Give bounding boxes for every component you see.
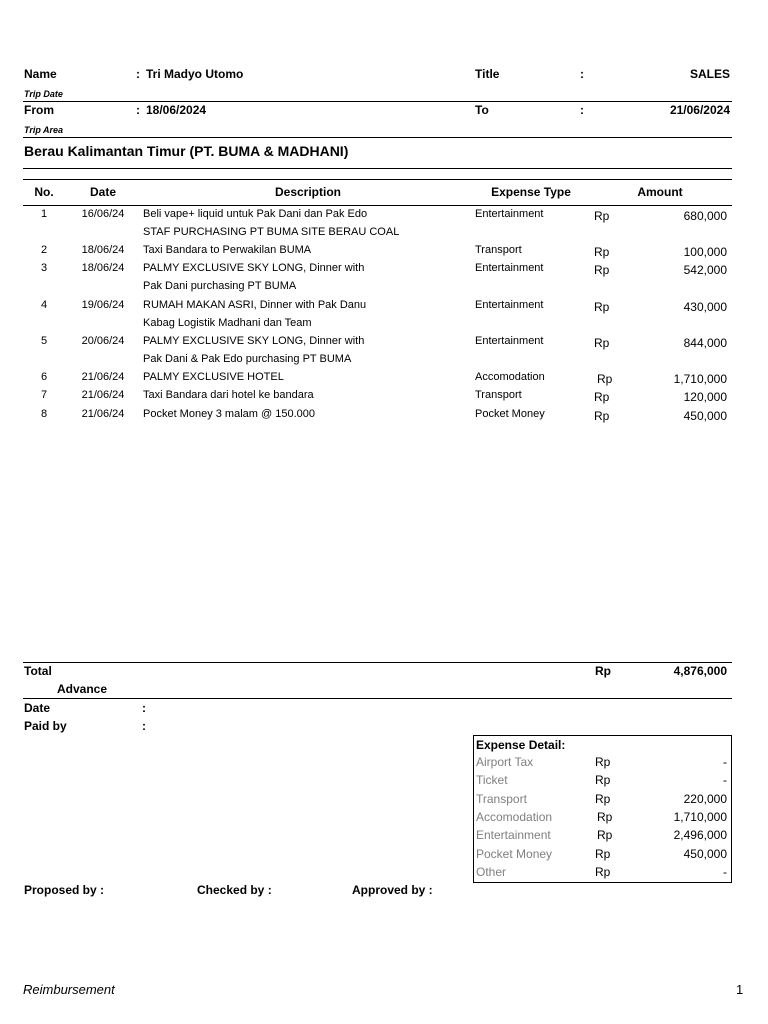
trip-area-label: Trip Area (24, 125, 64, 135)
paid-by-label: Paid by (24, 719, 67, 733)
total-top-border (23, 662, 732, 663)
cell-description: RUMAH MAKAN ASRI, Dinner with Pak Danu (143, 299, 367, 311)
cell-description-line2: STAF PURCHASING PT BUMA SITE BERAU COAL (143, 226, 400, 238)
cell-description-line2: Pak Dani purchasing PT BUMA (143, 280, 297, 292)
date-label: Date (24, 701, 51, 715)
expense-detail-label: Other (476, 864, 507, 879)
expense-detail-row (474, 828, 731, 846)
cell-description: PALMY EXCLUSIVE HOTEL (143, 371, 284, 383)
cell-no: 6 (40, 371, 48, 383)
cell-no: 2 (40, 244, 48, 256)
cell-currency: Rp (594, 209, 610, 223)
cell-description-line2: Pak Dani & Pak Edo purchasing PT BUMA (143, 353, 352, 365)
total-rp: Rp (595, 664, 611, 678)
cell-currency: Rp (594, 390, 610, 404)
cell-date: 16/06/24 (81, 208, 125, 220)
expense-detail-value: - (723, 773, 727, 788)
expense-detail-label: Transport (476, 791, 527, 806)
cell-description: PALMY EXCLUSIVE SKY LONG, Dinner with (143, 262, 365, 274)
expense-detail-label: Pocket Money (476, 846, 553, 861)
expense-detail-label: Ticket (476, 773, 508, 788)
total-value: 4,876,000 (673, 664, 727, 678)
col-header-no: No. (34, 185, 54, 199)
cell-amount: 542,000 (683, 263, 727, 277)
divider (23, 137, 732, 138)
cell-no: 8 (40, 408, 48, 420)
to-colon: : (580, 103, 584, 117)
to-value: 21/06/2024 (669, 103, 730, 117)
from-colon: : (136, 103, 140, 117)
cell-no: 1 (40, 208, 48, 220)
expense-detail-currency: Rp (595, 864, 611, 879)
col-header-description: Description (274, 185, 341, 199)
cell-amount: 120,000 (683, 390, 727, 404)
date-colon: : (142, 701, 146, 715)
expense-detail-currency: Rp (595, 755, 611, 769)
name-value: Tri Madyo Utomo (146, 67, 244, 81)
table-row (0, 408, 768, 426)
cell-amount: 680,000 (683, 209, 727, 223)
cell-amount: 450,000 (683, 409, 727, 423)
table-header-border (23, 205, 732, 206)
table-row (0, 262, 768, 292)
expense-detail-value: 1,710,000 (673, 809, 727, 824)
total-label: Total (24, 664, 52, 678)
expense-detail-row (474, 792, 731, 810)
title-colon: : (580, 67, 584, 81)
cell-expense-type: Entertainment (475, 299, 544, 311)
cell-description: Taxi Bandara dari hotel ke bandara (143, 389, 314, 401)
approved-by-label: Approved by : (352, 883, 433, 897)
cell-currency: Rp (594, 300, 610, 314)
cell-no: 4 (40, 299, 48, 311)
from-label: From (24, 103, 54, 117)
col-header-expense-type: Expense Type (491, 185, 571, 199)
cell-date: 19/06/24 (81, 299, 125, 311)
cell-expense-type: Pocket Money (475, 408, 545, 420)
cell-date: 21/06/24 (81, 408, 125, 420)
expense-detail-value: 220,000 (683, 791, 727, 806)
expense-detail-currency: Rp (597, 828, 613, 843)
expense-detail-box (473, 735, 732, 883)
cell-expense-type: Transport (475, 244, 522, 256)
table-top-border (23, 179, 732, 180)
proposed-by-label: Proposed by : (24, 883, 105, 897)
cell-currency: Rp (594, 245, 610, 259)
cell-amount: 1,710,000 (673, 372, 727, 386)
expense-detail-value: - (723, 755, 727, 769)
name-colon: : (136, 67, 140, 81)
cell-expense-type: Entertainment (475, 262, 544, 274)
expense-detail-label: Accomodation (476, 809, 553, 824)
cell-date: 20/06/24 (81, 335, 125, 347)
expense-detail-value: 2,496,000 (673, 828, 727, 843)
cell-description: Taxi Bandara to Perwakilan BUMA (143, 244, 312, 256)
expense-detail-value: 450,000 (683, 846, 727, 861)
cell-no: 7 (40, 389, 48, 401)
cell-expense-type: Entertainment (475, 335, 544, 347)
expense-detail-currency: Rp (597, 809, 613, 824)
divider (23, 168, 732, 169)
table-row (0, 244, 768, 262)
expense-detail-row (474, 847, 731, 865)
cell-currency: Rp (597, 372, 613, 386)
expense-detail-currency: Rp (595, 791, 611, 806)
cell-description-line2: Kabag Logistik Madhani dan Team (143, 317, 312, 329)
footer-reimbursement: Reimbursement (23, 982, 115, 997)
title-label: Title (475, 67, 500, 81)
expense-detail-currency: Rp (595, 773, 611, 788)
cell-date: 21/06/24 (81, 389, 125, 401)
title-value: SALES (689, 67, 730, 81)
cell-amount: 844,000 (683, 336, 727, 350)
cell-expense-type: Entertainment (475, 208, 544, 220)
checked-by-label: Checked by : (197, 883, 272, 897)
cell-date: 18/06/24 (81, 262, 125, 274)
table-row (0, 335, 768, 365)
table-row (0, 208, 768, 238)
cell-no: 3 (40, 262, 48, 274)
expense-detail-label: Entertainment (476, 828, 551, 843)
cell-currency: Rp (594, 409, 610, 423)
page-number: 1 (736, 982, 744, 997)
table-row (0, 299, 768, 329)
cell-expense-type: Transport (475, 389, 522, 401)
divider (23, 101, 732, 102)
expense-detail-label: Airport Tax (476, 755, 534, 769)
trip-area-value: Berau Kalimantan Timur (PT. BUMA & MADHANI) (24, 143, 349, 159)
advance-label: Advance (57, 682, 108, 696)
cell-currency: Rp (594, 263, 610, 277)
cell-date: 21/06/24 (81, 371, 125, 383)
col-header-amount: Amount (637, 185, 683, 199)
expense-detail-value: - (723, 864, 727, 879)
cell-amount: 430,000 (683, 300, 727, 314)
expense-detail-row (474, 865, 731, 883)
cell-description: Pocket Money 3 malam @ 150.000 (143, 408, 315, 420)
expense-detail-row (474, 810, 731, 828)
expense-detail-row (474, 773, 731, 791)
table-row (0, 389, 768, 407)
from-value: 18/06/2024 (146, 103, 207, 117)
expense-detail-row (474, 755, 731, 773)
col-header-date: Date (89, 185, 116, 199)
cell-description: Beli vape+ liquid untuk Pak Dani dan Pak Edo (143, 208, 368, 220)
expense-detail-title: Expense Detail: (476, 738, 566, 752)
cell-date: 18/06/24 (81, 244, 125, 256)
table-row (0, 371, 768, 389)
name-label: Name (24, 67, 57, 81)
cell-amount: 100,000 (683, 245, 727, 259)
cell-expense-type: Accomodation (475, 371, 545, 383)
paid-by-colon: : (142, 719, 146, 733)
cell-no: 5 (40, 335, 48, 347)
cell-currency: Rp (594, 336, 610, 350)
to-label: To (475, 103, 489, 117)
cell-description: PALMY EXCLUSIVE SKY LONG, Dinner with (143, 335, 365, 347)
trip-date-label: Trip Date (24, 89, 63, 99)
expense-detail-currency: Rp (595, 846, 611, 861)
advance-bottom-border (23, 698, 732, 699)
